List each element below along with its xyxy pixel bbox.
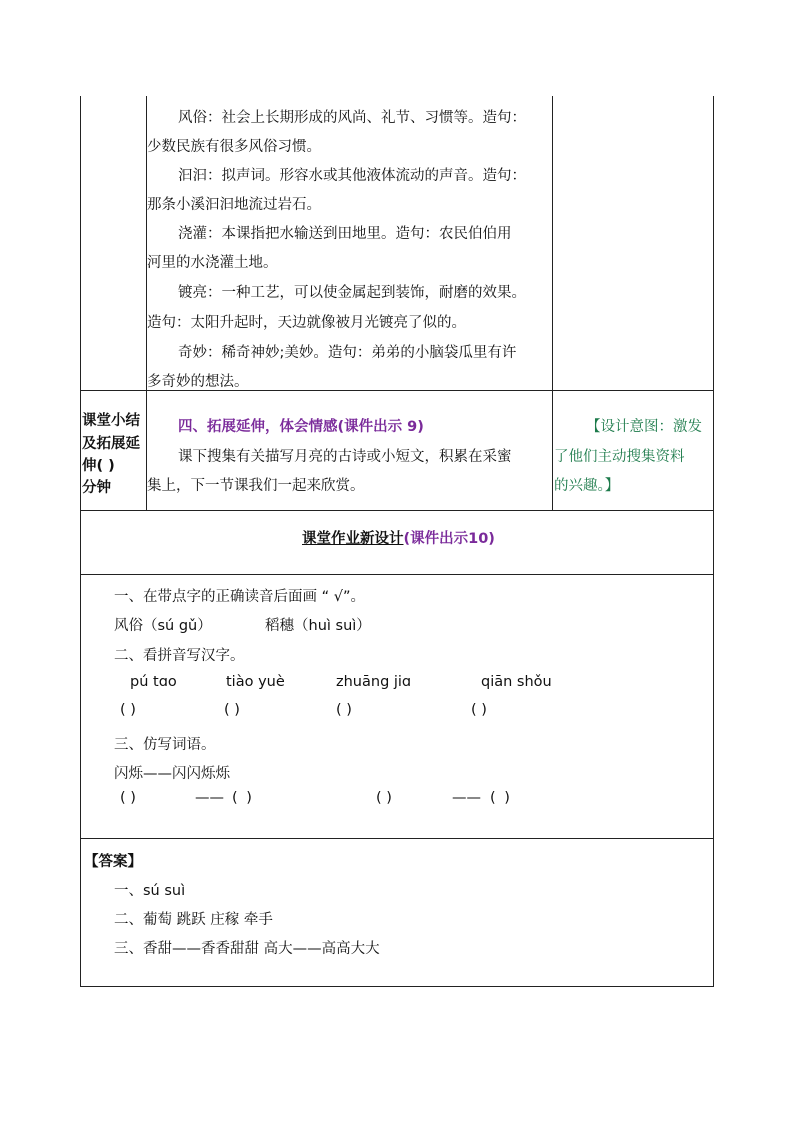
heading-text: 四、拓展延伸，体会情感 <box>178 419 338 435</box>
vocab-line: 多奇妙的想法。 <box>147 374 249 390</box>
col-divider-2 <box>552 96 553 510</box>
vocab-line: 镀亮：一种工艺，可以使金属起到装饰，耐磨的效果。 <box>178 285 526 301</box>
summary-body: 课下搜集有关描写月亮的古诗或小短文，积累在采蜜 <box>178 449 512 465</box>
answer-blank[interactable]: ( ) <box>490 790 512 806</box>
answer-blank[interactable]: ( ) <box>224 702 240 718</box>
col-divider-1 <box>146 96 147 510</box>
row-divider-3 <box>80 574 714 575</box>
answer-blank[interactable]: ( ) <box>471 702 487 718</box>
example-word: 闪烁——闪闪烁烁 <box>114 766 230 782</box>
vocab-line: 汩汩：拟声词。形容水或其他液体流动的声音。造句： <box>178 168 526 184</box>
pinyin: qiān shǒu <box>481 674 552 690</box>
answer-blank[interactable]: ( ) <box>120 790 136 806</box>
answer-line: 三、香甜——香香甜甜 高大——高高大大 <box>114 941 380 957</box>
answer-blank[interactable]: ( ) <box>232 790 254 806</box>
answer-blank[interactable]: ( ) <box>376 790 392 806</box>
vocab-line: 那条小溪汩汩地流过岩石。 <box>147 197 321 213</box>
design-intent: 了他们主动搜集资料 <box>554 449 685 465</box>
answers-title: 【答案】 <box>84 854 142 870</box>
row-label: 分钟 <box>82 480 111 496</box>
pinyin: zhuāng jiɑ <box>336 674 412 690</box>
vocab-line: 河里的水浇灌土地。 <box>147 255 278 271</box>
table-bottom-border <box>80 986 714 987</box>
dash: —— <box>195 790 224 806</box>
summary-body: 集上，下一节课我们一起来欣赏。 <box>147 478 365 494</box>
vocab-line: 造句：太阳升起时，天边就像被月光镀亮了似的。 <box>147 315 466 331</box>
question-3: 三、仿写词语。 <box>114 737 216 753</box>
row-divider-4 <box>80 838 714 839</box>
row-label: 伸( ) <box>82 458 115 474</box>
answer-blank[interactable]: ( ) <box>120 702 136 718</box>
row-label: 课堂小结 <box>82 413 140 429</box>
question-1: 一、在带点字的正确读音后面画 “ √”。 <box>114 589 365 605</box>
table-left-border <box>80 96 81 987</box>
homework-title-text: 课堂作业新设计 <box>302 531 404 547</box>
table-right-border <box>713 96 714 987</box>
answer-line: 一、sú suì <box>114 883 186 899</box>
question-1-item: 风俗（sú gǔ） <box>114 618 212 634</box>
row-label: 及拓展延 <box>82 436 140 452</box>
design-intent: 的兴趣。】 <box>554 478 620 494</box>
question-2: 二、看拼音写汉字。 <box>114 648 245 664</box>
heading-note: (课件出示 9) <box>337 419 424 435</box>
homework-title-note: (课件出示10) <box>403 531 495 547</box>
vocab-line: 浇灌：本课指把水输送到田地里。造句：农民伯伯用 <box>178 226 512 242</box>
section-heading <box>178 415 424 436</box>
dash: —— <box>452 790 481 806</box>
answer-blank[interactable]: ( ) <box>336 702 352 718</box>
pinyin: pú tɑo <box>130 674 177 690</box>
answer-line: 二、葡萄 跳跃 庄稼 牵手 <box>114 912 273 928</box>
vocab-line: 少数民族有很多风俗习惯。 <box>147 139 321 155</box>
question-1-item: 稻穗（huì suì） <box>265 618 371 634</box>
design-intent: 【设计意图：激发 <box>586 419 702 435</box>
vocab-line: 奇妙：稀奇神妙;美妙。造句：弟弟的小脑袋瓜里有许 <box>178 345 517 361</box>
vocab-line: 风俗：社会上长期形成的风尚、礼节、习惯等。造句： <box>178 110 526 126</box>
row-divider-2 <box>80 510 714 511</box>
homework-title <box>302 527 495 548</box>
pinyin: tiào yuè <box>226 674 285 690</box>
